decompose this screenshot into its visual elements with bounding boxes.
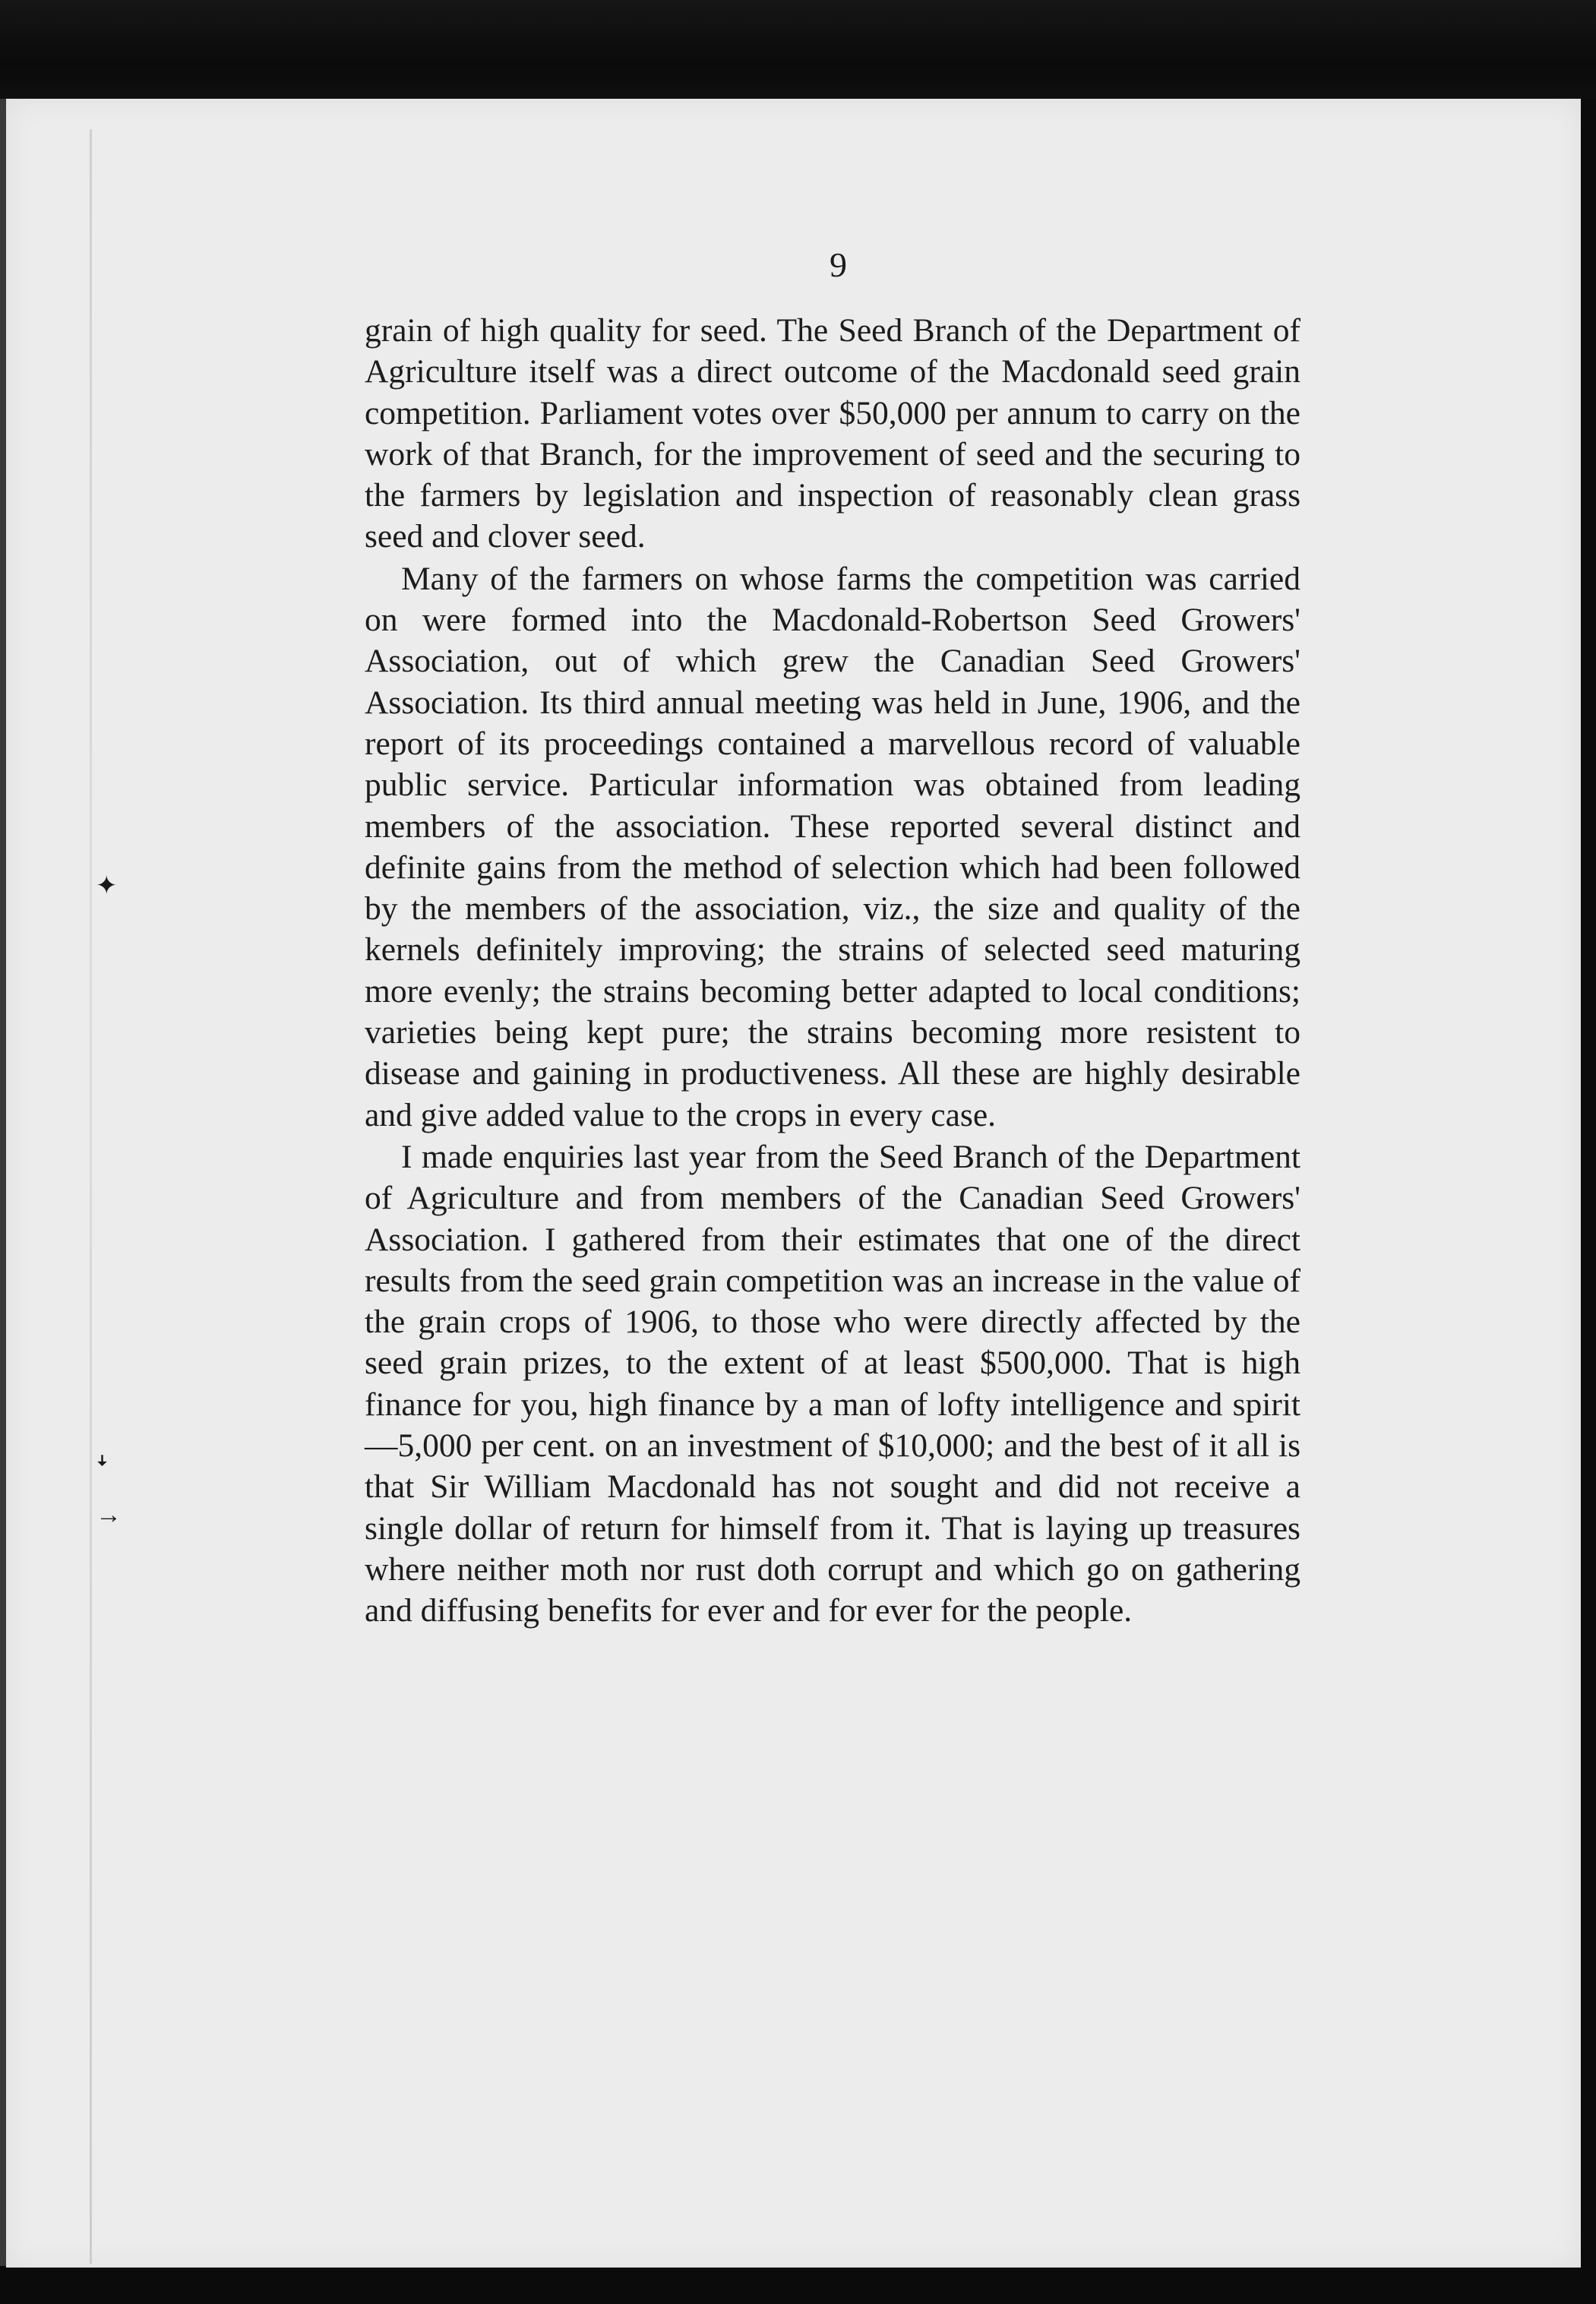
paragraph: Many of the farmers on whose farms the competition was carried on were formed into the Macdonald-Robertson Seed Growers' Association, out of which grew the Canadian Seed Growers' Association. Its third annual meeting was held in June, 1906, and the report of its proceedings contained a marvellous record of valuable public service. Particular information was obtained from leading members of the association. These reported several distinct and definite gains from the method of selection which had been followed by the members of the association, viz., the size and quality of the kernels definitely improving; the strains of selected seed maturing more evenly; the strains becoming better adapted to local conditions; varieties being kept pure; the strains becoming more resistent to disease and gaining in productiveness. All these are highly desirable and give added value to the crops in every case. [365, 560, 1301, 1133]
scan-right-border [1581, 99, 1596, 2304]
scan-top-border [0, 0, 1596, 106]
scan-bottom-border [0, 2266, 1596, 2304]
scan-left-border [0, 99, 6, 2304]
paragraph: I made enquiries last year from the Seed Branch of the Department of Agriculture and from members of the Canadian Seed Growers' Association. I gathered from their estimates that one of the direct results from the seed grain competition was an increase in the value of the grain crops of 1906, to those who were directly affected by the seed grain prizes, to the extent of at least $500,000. That is high finance for you, high finance by a man of lofty intelligence and spirit—5,000 per cent. on an investment of $10,000; and the best of it all is that Sir William Macdonald has not sought and did not receive a single dollar of return for himself from it. That is laying up treasures where neither moth nor rust doth corrupt and which go on gathering and diffusing benefits for ever and for ever for the people. [365, 1138, 1301, 1629]
page-number: 9 [830, 245, 848, 284]
gutter-mark: ✦ [96, 872, 118, 900]
paragraph: grain of high quality for seed. The Seed Branch of the Department of Agriculture itself was a direct outcome of the Macdonald seed grain competition. Parliament votes over $50,000 per annum to carry on the work of that Branch, for the improvement of seed and the securing to the farmers by legislation and inspection of reasonably clean grass seed and clover seed. [365, 312, 1301, 555]
page-gutter-line [90, 129, 92, 2264]
gutter-mark: → [96, 1501, 122, 1529]
body-text [365, 310, 1301, 1632]
gutter-mark: ꜜ [96, 1457, 109, 1485]
